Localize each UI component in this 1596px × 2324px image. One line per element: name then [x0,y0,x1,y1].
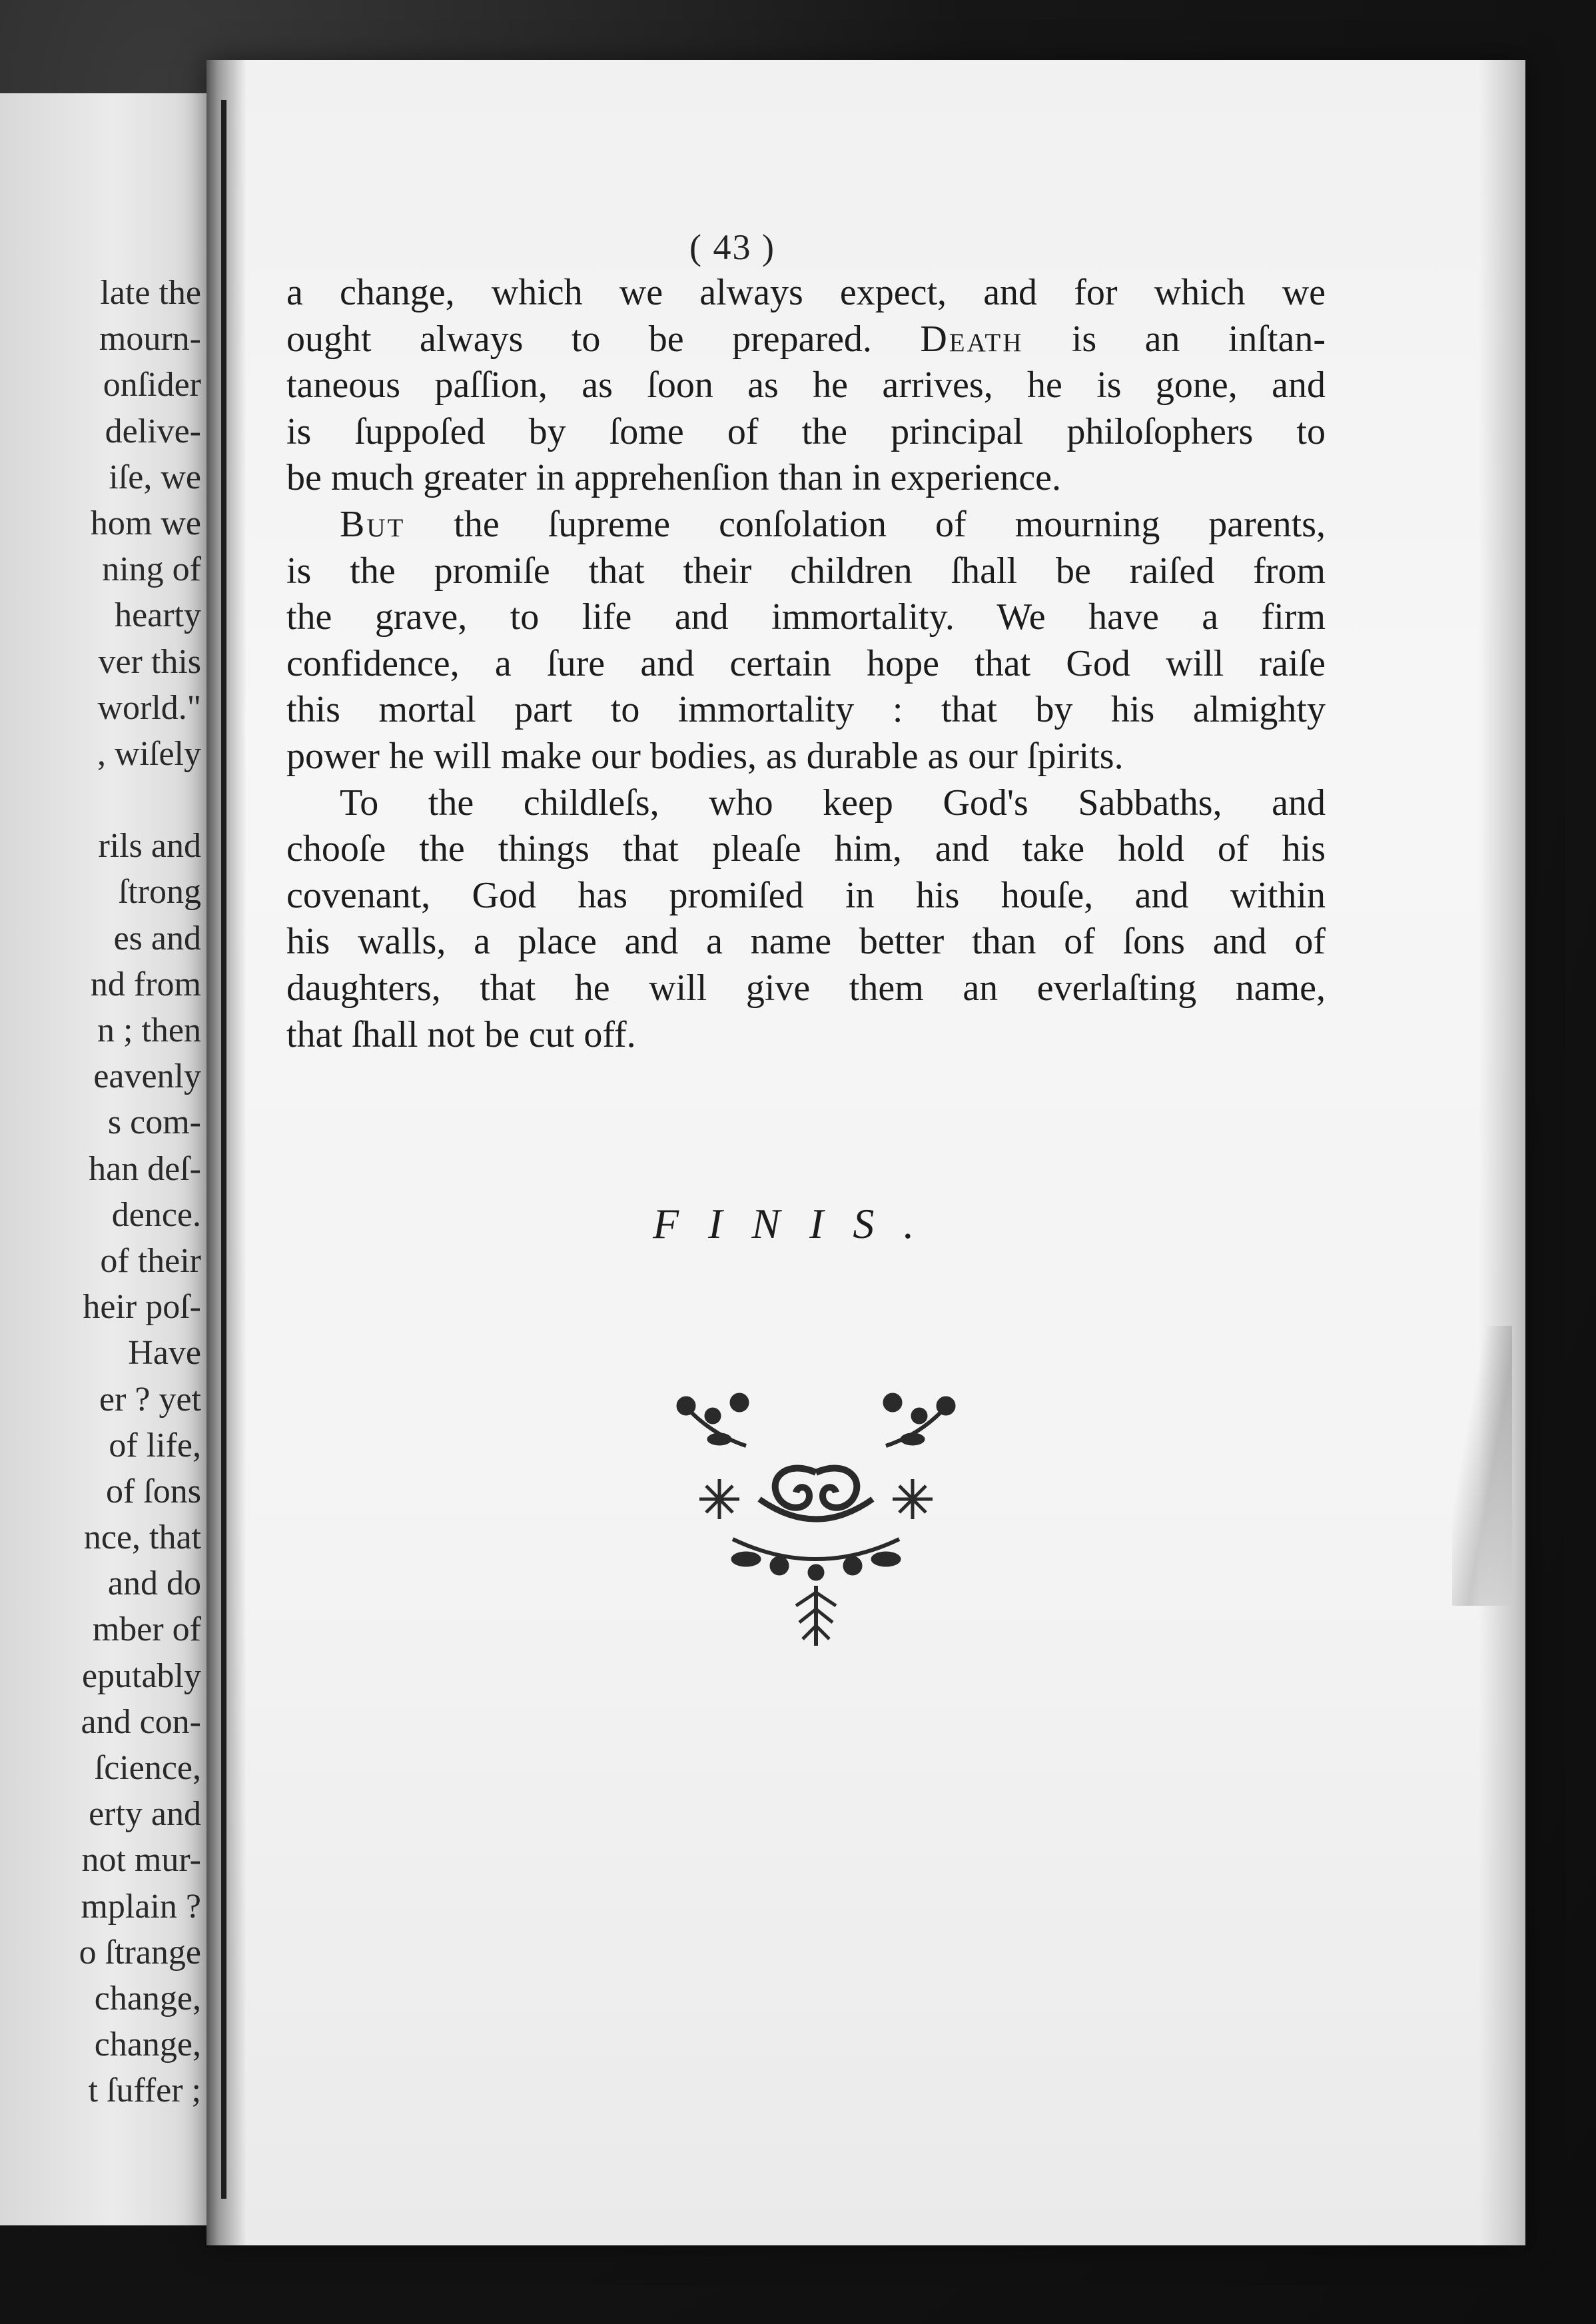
left-page-text [0,270,201,2114]
text-line [286,362,1326,409]
left-line: mplain ? [81,1887,201,1926]
left-line: rils and [98,827,201,866]
left-facing-page [0,93,226,2225]
left-line: Have [128,1334,201,1373]
line-text: chooſe the things that pleaſe him, and take hold of his [286,828,1326,870]
line-text: confidence, a ſure and certain hope that God will raiſe [286,642,1326,684]
text-line [286,316,1326,363]
line-text: this mortal part to immortality : that by his almighty [286,689,1326,731]
line-text: the grave, to life and immortality. We have a firm [286,596,1326,638]
line-text: the ſupreme conſolation of mourning parents, [405,503,1326,545]
line-text: is ſuppoſed by ſome of the principal philoſophers to [286,410,1326,452]
line-text: be much greater in apprehenſion than in experience. [286,457,1062,499]
text-line [286,641,1326,688]
left-line: ſcience, [94,1749,201,1787]
left-line: change, [94,2026,201,2064]
body-text [286,270,1326,1058]
line-text: ought always to be prepared. [286,318,921,360]
left-line: dence. [111,1195,201,1234]
left-line: not mur- [81,1841,201,1880]
small-caps-word: Death [920,318,1024,360]
left-line: han deſ- [89,1149,201,1188]
left-line: of ſons [106,1472,201,1510]
text-line [286,1012,1326,1059]
left-line: mber of [92,1610,201,1649]
left-line [0,777,201,823]
text-line [286,502,1326,548]
text-line [286,919,1326,965]
left-line: hom we [90,504,201,542]
finis-heading: FINIS. [653,1200,944,1247]
left-line: delive- [105,412,201,450]
left-line: eavenly [93,1057,201,1096]
left-line: and con- [81,1702,201,1741]
line-text: taneous paſſion, as ſoon as he arrives, he is gone, and [286,364,1326,406]
left-line: es and [113,919,201,957]
line-text: To the childleſs, who keep God's Sabbaths, and [340,782,1326,824]
left-line: of their [100,1241,201,1280]
left-line: heir poſ- [83,1288,201,1327]
left-line: hearty [115,596,201,635]
left-line: and do [107,1564,201,1603]
left-line: t ſuffer ; [88,2071,201,2110]
text-line [286,965,1326,1012]
left-line: ning of [102,550,201,589]
line-text: power he will make our bodies, as durable as our ſpirits. [286,735,1124,777]
left-line: , wiſely [97,734,201,773]
line-text: covenant, God has promiſed in his houſe, and within [286,874,1326,916]
left-line: ſtrong [118,873,201,911]
left-line: s com- [107,1103,201,1142]
spine-edge [221,100,226,2199]
page-fold [1452,1326,1512,1606]
left-line: eputably [81,1656,201,1695]
left-line: nd from [90,965,201,1003]
left-line: late the [100,274,201,312]
left-line: onſider [103,366,201,404]
left-line: change, [94,1979,201,2018]
left-line: ver this [98,642,201,681]
left-line: iſe, we [109,458,201,496]
left-line: n ; then [97,1011,201,1049]
line-text: that ſhall not be cut off. [286,1013,636,1055]
left-line: world." [97,688,201,727]
text-line [286,826,1326,873]
left-line: mourn- [99,320,201,358]
page-number: ( 43 ) [689,227,775,267]
line-text: a change, which we always expect, and for which we [286,272,1326,313]
text-line [286,455,1326,502]
line-text: his walls, a place and a name better than of ſons and of [286,921,1326,963]
text-line [286,780,1326,827]
left-line: er ? yet [99,1380,201,1419]
left-line: o ſtrange [79,1933,201,1972]
text-line [286,873,1326,919]
text-line [286,734,1326,780]
text-line [286,548,1326,595]
small-caps-word: But [340,503,406,545]
page-right-edge [1479,60,1525,2245]
text-line [286,270,1326,316]
line-text: is an inſtan- [1023,318,1326,360]
text-line [286,687,1326,734]
text-line [286,594,1326,641]
line-text: daughters, that he will give them an everlaſting name, [286,967,1326,1009]
line-text: is the promiſe that their children ſhall be raiſed from [286,550,1326,592]
floral-tailpiece-ornament-icon [666,1386,966,1652]
left-line: erty and [89,1795,201,1834]
left-line: nce, that [83,1518,201,1557]
left-line: of life, [109,1426,201,1464]
text-line [286,409,1326,456]
spine-shadow [206,60,246,2245]
